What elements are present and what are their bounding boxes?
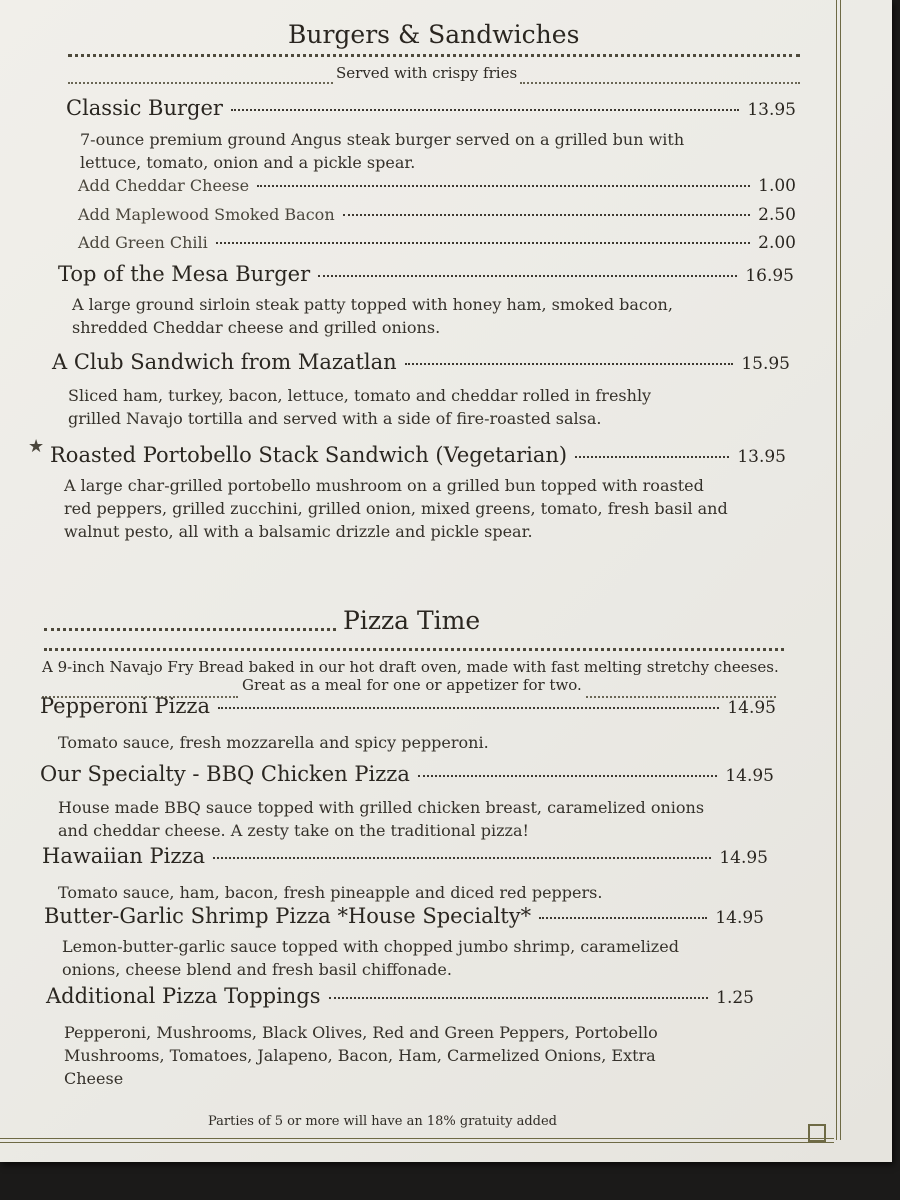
menu-item-pepperoni-pizza xyxy=(40,694,776,718)
item-name: Additional Pizza Toppings xyxy=(46,984,321,1008)
dot-leader xyxy=(218,707,719,709)
section-intro-line2: Great as a meal for one or appetizer for two. xyxy=(242,676,582,694)
dot-leader xyxy=(418,775,717,777)
item-name: Classic Burger xyxy=(66,96,223,120)
subtitle-rule-left xyxy=(68,82,333,84)
menu-item-top-of-the-mesa-burger xyxy=(58,262,794,286)
item-price: 14.95 xyxy=(727,698,776,718)
item-name: Top of the Mesa Burger xyxy=(58,262,311,286)
vegetarian-star-icon: ★ xyxy=(28,436,45,457)
addon-green-chili xyxy=(78,233,796,253)
item-description: Tomato sauce, fresh mozzarella and spicy pepperoni. xyxy=(58,733,489,752)
menu-item-hawaiian-pizza xyxy=(42,844,768,868)
item-name: Roasted Portobello Stack Sandwich (Vegetarian) xyxy=(50,443,568,467)
gratuity-note: Parties of 5 or more will have an 18% gratuity added xyxy=(208,1114,558,1129)
menu-item-bbq-chicken-pizza xyxy=(40,762,774,786)
dot-leader xyxy=(318,275,737,277)
item-description: House made BBQ sauce topped with grilled chicken breast, caramelized onions and cheddar cheese. A zesty take on the traditional pizza! xyxy=(58,798,705,840)
section-divider xyxy=(68,54,800,57)
addon-price: 1.00 xyxy=(758,176,796,196)
addon-name: Add Green Chili xyxy=(78,233,208,252)
item-description: 7-ounce premium ground Angus steak burger served on a grilled bun with lettuce, tomato, onion and a pickle spear. xyxy=(80,130,685,172)
item-description: Pepperoni, Mushrooms, Black Olives, Red and Green Peppers, Portobello Mushrooms, Tomatoes, Jalapeno, Bacon, Ham, Carmelized Onions, Extra Cheese xyxy=(64,1023,658,1088)
item-price: 13.95 xyxy=(737,447,786,467)
item-price: 15.95 xyxy=(741,354,790,374)
item-name: A Club Sandwich from Mazatlan xyxy=(52,350,397,374)
item-description: Sliced ham, turkey, bacon, lettuce, tomato and cheddar rolled in freshly grilled Navajo tortilla and served with a side of fire-roasted salsa. xyxy=(68,386,652,428)
item-price: 14.95 xyxy=(715,908,764,928)
item-description: Tomato sauce, ham, bacon, fresh pineapple and diced red peppers. xyxy=(58,883,603,902)
section-subtitle: Served with crispy fries xyxy=(336,64,518,82)
addon-name: Add Cheddar Cheese xyxy=(78,176,250,195)
item-price: 13.95 xyxy=(747,100,796,120)
item-name: Hawaiian Pizza xyxy=(42,844,205,868)
section-title-pizza: Pizza Time xyxy=(343,606,481,635)
item-name: Our Specialty - BBQ Chicken Pizza xyxy=(40,762,410,786)
section-divider xyxy=(44,648,784,651)
item-price: 16.95 xyxy=(745,266,794,286)
menu-item-portobello-stack xyxy=(50,443,786,467)
dot-leader xyxy=(216,242,750,244)
menu-item-club-sandwich xyxy=(52,350,790,374)
section-intro-line1: A 9-inch Navajo Fry Bread baked in our hot draft oven, made with fast melting stretchy cheeses. xyxy=(42,658,779,676)
item-name: Pepperoni Pizza xyxy=(40,694,211,718)
dot-leader xyxy=(405,363,734,365)
menu-item-classic-burger xyxy=(66,96,796,120)
dot-leader xyxy=(257,185,750,187)
menu-item-additional-toppings xyxy=(46,984,754,1008)
addon-maplewood-bacon xyxy=(78,205,796,225)
page-border-right xyxy=(836,0,841,1140)
dot-leader xyxy=(575,456,729,458)
addon-price: 2.00 xyxy=(758,233,796,253)
item-price: 1.25 xyxy=(716,988,754,1008)
item-description: A large ground sirloin steak patty topped with honey ham, smoked bacon, shredded Cheddar cheese and grilled onions. xyxy=(72,295,673,337)
section-title-burgers: Burgers & Sandwiches xyxy=(288,20,580,49)
dot-leader xyxy=(213,857,711,859)
dot-leader xyxy=(539,917,707,919)
item-description: A large char-grilled portobello mushroom on a grilled bun topped with roasted red peppers, grilled zucchini, grilled onion, mixed greens, tomato, fresh basil and walnut pesto, all with a balsamic drizzle and pickle spear. xyxy=(64,476,728,541)
addon-cheddar-cheese xyxy=(78,176,796,196)
item-price: 14.95 xyxy=(725,766,774,786)
menu-item-butter-garlic-shrimp-pizza xyxy=(44,904,764,928)
addon-price: 2.50 xyxy=(758,205,796,225)
dot-leader xyxy=(329,997,709,999)
dot-leader xyxy=(343,214,751,216)
page-border-bottom xyxy=(0,1138,834,1143)
border-corner-ornament xyxy=(808,1124,826,1142)
dot-leader xyxy=(231,109,739,111)
addon-name: Add Maplewood Smoked Bacon xyxy=(78,205,335,224)
item-price: 14.95 xyxy=(719,848,768,868)
item-description: Lemon-butter-garlic sauce topped with chopped jumbo shrimp, caramelized onions, cheese blend and fresh basil chiffonade. xyxy=(62,937,679,979)
subtitle-rule-right xyxy=(520,82,800,84)
section-divider-left xyxy=(44,628,336,631)
item-name: Butter-Garlic Shrimp Pizza *House Specialty* xyxy=(44,904,532,928)
